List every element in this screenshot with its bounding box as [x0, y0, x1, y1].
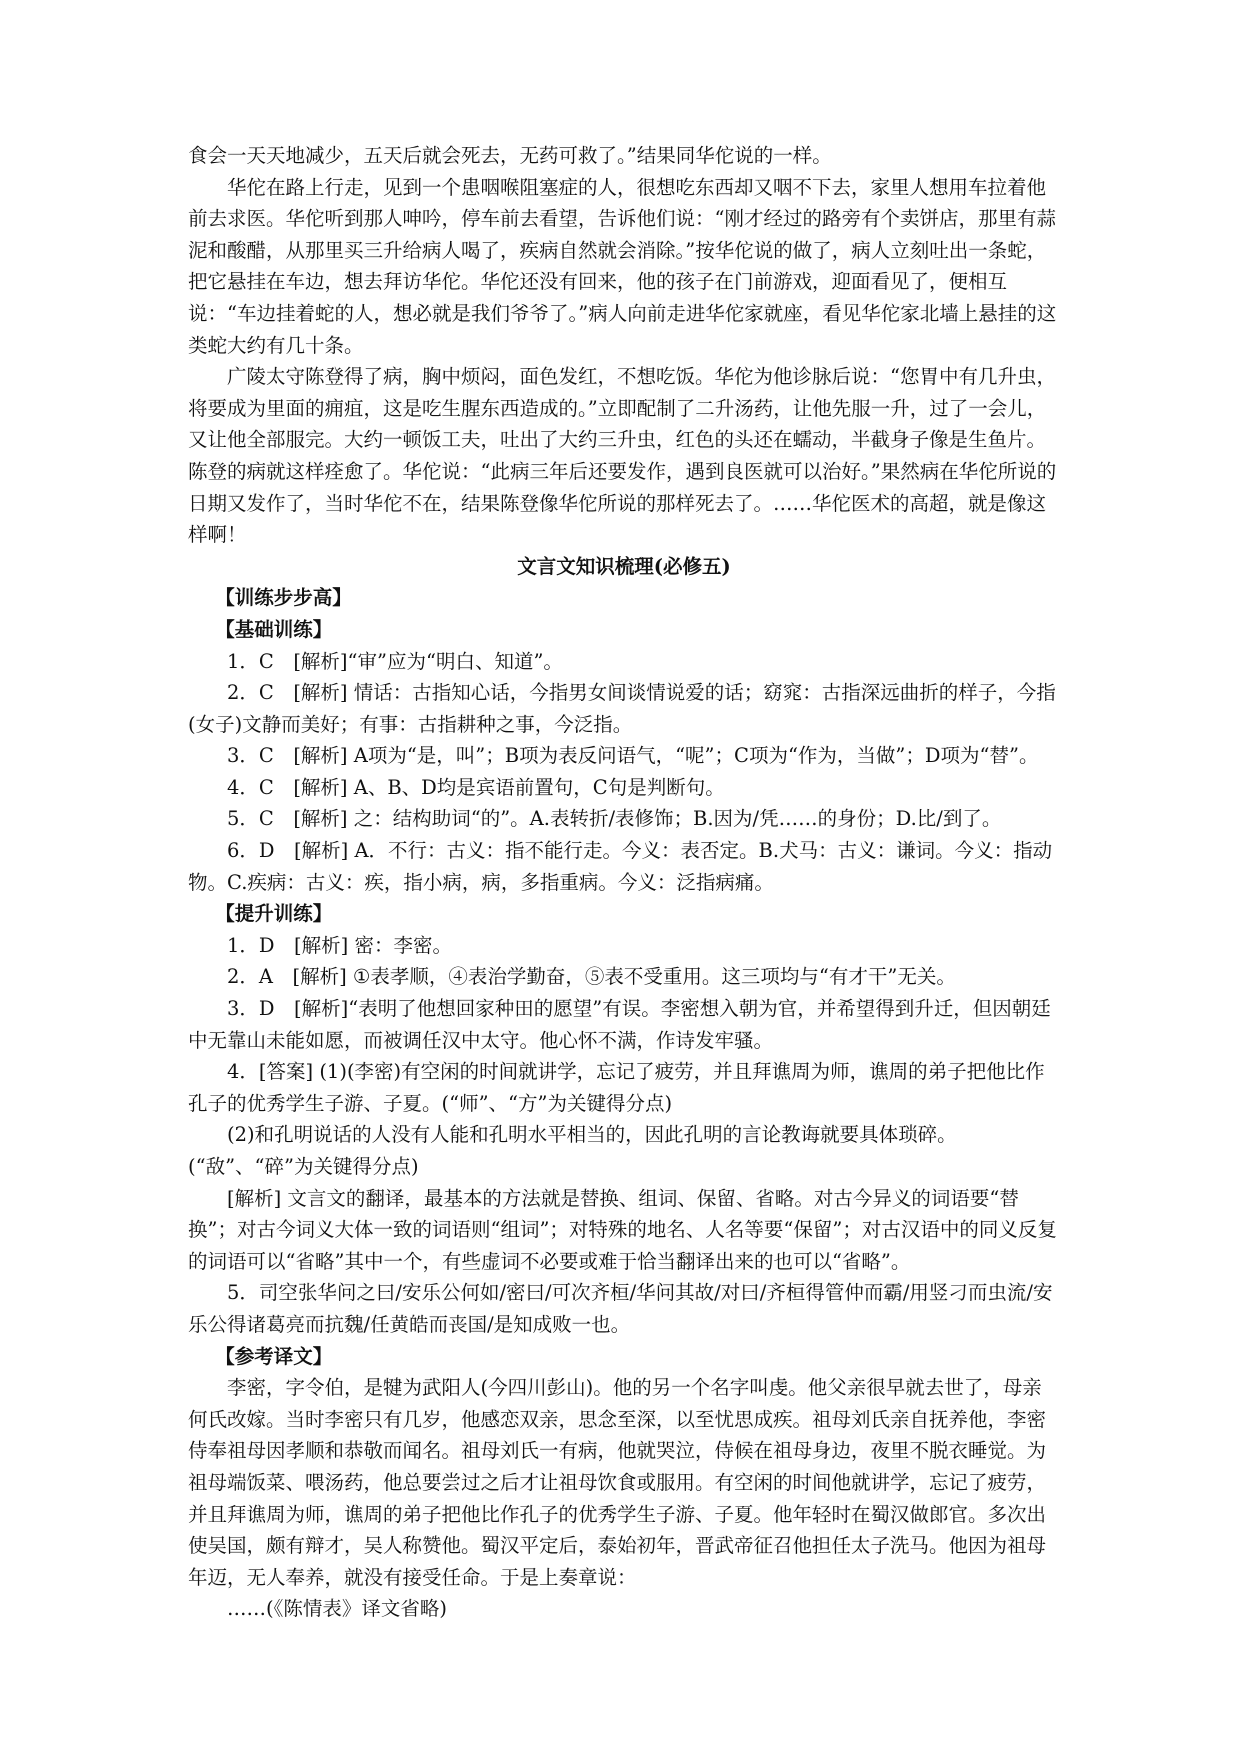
- heading-ref: 【参考译文】: [215, 1344, 333, 1368]
- heading-basic: 【基础训练】: [215, 617, 333, 641]
- advance-item: 3．D [解析]“表明了他想回家种田的愿望”有误。李密想入朝为官，并希望得到升迁，但因朝廷中无靠山未能如愿，而被调任汉中太守。他心怀不满，作诗发牢骚。: [188, 997, 1051, 1052]
- basic-item: 5．C [解析] 之：结构助词“的”。A.表转折/表修饰；B.因为/凭……的身份；D.比/到了。: [227, 807, 1002, 831]
- ref-paragraph: 李密，字令伯，是犍为武阳人(今四川彭山)。他的另一个名字叫虔。他父亲很早就去世了，母亲何氏改嫁。当时李密只有几岁，他感恋双亲，思念至深，以至忧思成疾。祖母刘氏亲自抚养他，李密侍奉祖母因孝顺和恭敬而闻名。祖母刘氏一有病，他就哭泣，侍候在祖母身边，夜里不脱衣睡觉。为祖母端饭菜、喂汤药，他总要尝过之后才让祖母饮食或服用。有空闲的时间他就讲学，忘记了疲劳，并且拜谯周为师，谯周的弟子把他比作孔子的优秀学生子游、子夏。他年轻时在蜀汉做郎官。多次出使吴国，颇有辩才，吴人称赞他。蜀汉平定后，泰始初年，晋武帝征召他担任太子洗马。他因为祖母年迈，无人奉养，就没有接受任命。于是上奏章说：: [188, 1376, 1047, 1589]
- section-title: 文言文知识梳理(必修五): [517, 554, 731, 578]
- basic-item: 4．C [解析] A、B、D均是宾语前置句，C句是判断句。: [227, 775, 725, 799]
- story-paragraph: 华佗在路上行走，见到一个患咽喉阻塞症的人，很想吃东西却又咽不下去，家里人想用车拉着他前去求医。华佗听到那人呻吟，停车前去看望，告诉他们说：“刚才经过的路旁有个卖饼店，那里有蒜泥和酸醋，从那里买三升给病人喝了，疾病自然就会消除。”按华佗说的做了，病人立刻吐出一条蛇，把它悬挂在车边，想去拜访华佗。华佗还没有回来，他的孩子在门前游戏，迎面看见了，便相互说：“车边挂着蛇的人，想必就是我们爷爷了。”病人向前走进华佗家就座，看见华佗家北墙上悬挂的这类蛇大约有几十条。: [188, 175, 1057, 357]
- heading-advance: 【提升训练】: [215, 902, 333, 926]
- basic-item: 2．C [解析] 情话：古指知心话，今指男女间谈情说爱的话；窈窕：古指深远曲折的样子，今指(女子)文静而美好；有事：古指耕种之事，今泛指。: [188, 681, 1056, 736]
- story-paragraph: 广陵太守陈登得了病，胸中烦闷，面色发红，不想吃饭。华佗为他诊脉后说：“您胃中有几升虫，将要成为里面的痈疽，这是吃生腥东西造成的。”立即配制了二升汤药，让他先服一升，过了一会儿，又让他全部服完。大约一顿饭工夫，吐出了大约三升虫，红色的头还在蠕动，半截身子像是生鱼片。陈登的病就这样痊愈了。华佗说：“此病三年后还要发作，遇到良医就可以治好。”果然病在华佗所说的日期又发作了，当时华佗不在，结果陈登像华佗所说的那样死去了。……华佗医术的高超，就是像这样啊！: [188, 365, 1057, 547]
- basic-item: 1．C [解析]“审”应为“明白、知道”。: [227, 649, 563, 673]
- advance-item: 1．D [解析] 密：李密。: [227, 933, 452, 957]
- advance-item: (2)和孔明说话的人没有人能和孔明水平相当的，因此孔明的言论教诲就要具体琐碎。(“敌”、“碎”为关键得分点): [188, 1123, 957, 1178]
- ref-paragraph: ……(《陈情表》译文省略): [227, 1597, 447, 1621]
- story-paragraph: 食会一天天地减少，五天后就会死去，无药可救了。”结果同华佗说的一样。: [188, 144, 832, 167]
- document-page: [188, 140, 1060, 1625]
- basic-item: 3．C [解析] A项为“是，叫”；B项为表反问语气，“呢”；C项为“作为，当做”；D项为“替”。: [227, 744, 1039, 768]
- advance-item: 2．A [解析] ①表孝顺，④表治学勤奋，⑤表不受重用。这三项均与“有才干”无关。: [227, 965, 956, 989]
- basic-item: 6．D [解析] A．不行：古义：指不能行走。今义：表否定。B.犬马：古义：谦词。今义：指动物。C.疾病：古义：疾，指小病，病，多指重病。今义：泛指病痛。: [188, 839, 1053, 894]
- heading-train: 【训练步步高】: [215, 586, 352, 610]
- advance-item: [解析] 文言文的翻译，最基本的方法就是替换、组词、保留、省略。对古今异义的词语要“替换”；对古今词义大体一致的词语则“组词”；对特殊的地名、人名等要“保留”；对古汉语中的同义反复的词语可以“省略”其中一个，有些虚词不必要或难于恰当翻译出来的也可以“省略”。: [188, 1186, 1057, 1273]
- advance-item: 4．[答案] (1)(李密)有空闲的时间就讲学，忘记了疲劳，并且拜谯周为师，谯周的弟子把他比作孔子的优秀学生子游、子夏。(“师”、“方”为关键得分点): [188, 1060, 1045, 1115]
- advance-item: 5．司空张华问之曰/安乐公何如/密曰/可次齐桓/华问其故/对曰/齐桓得管仲而霸/用竖刁而虫流/安乐公得诸葛亮而抗魏/任黄皓而丧国/是知成败一也。: [188, 1281, 1053, 1336]
